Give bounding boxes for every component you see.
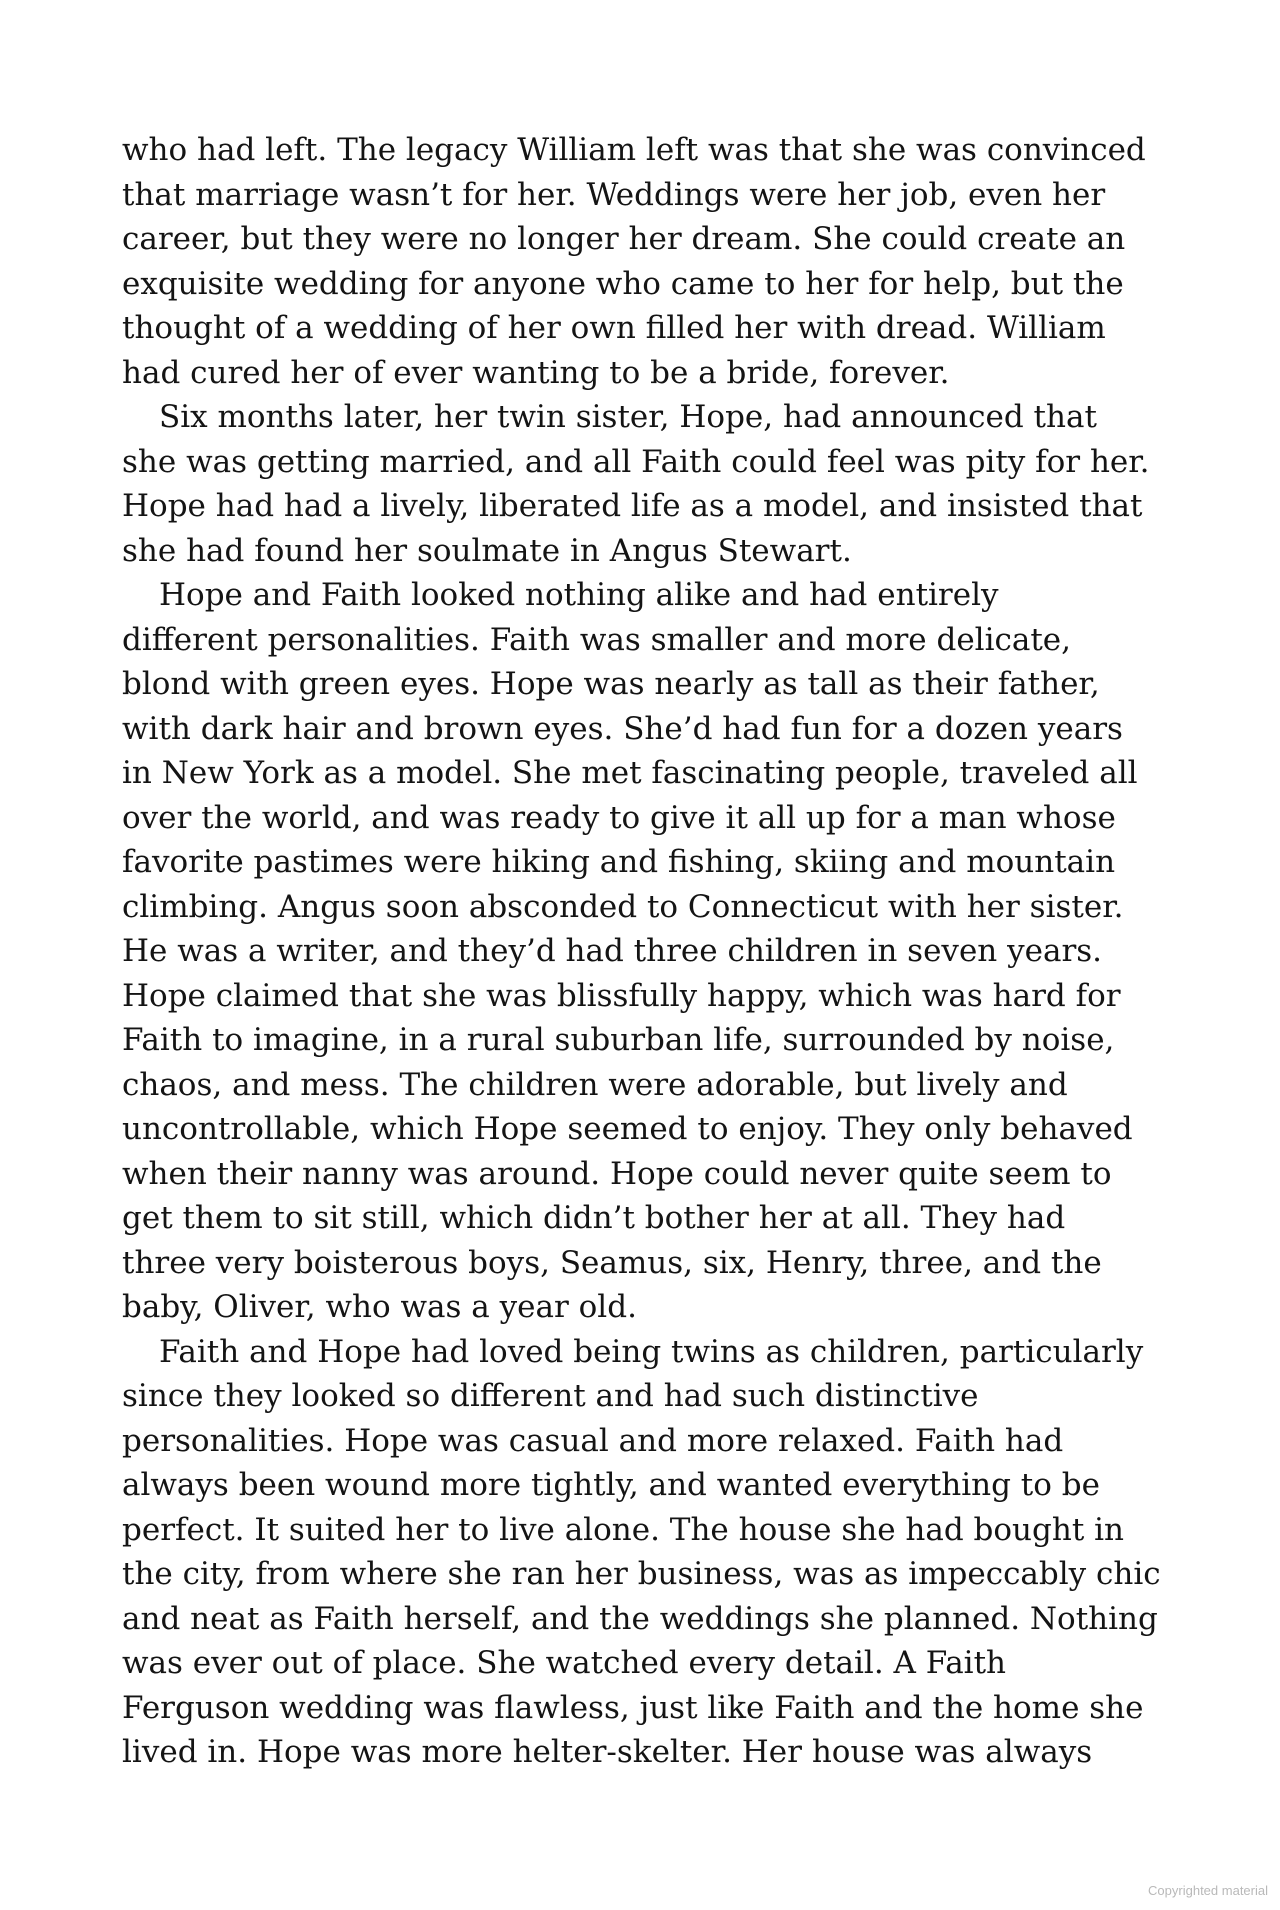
text-line: that marriage wasn’t for her. Weddings were her job, even her	[122, 176, 1106, 213]
text-line: perfect. It suited her to live alone. The house she had bought in	[122, 1511, 1125, 1548]
text-line: lived in. Hope was more helter-skelter. Her house was always	[122, 1734, 1093, 1770]
text-line: career, but they were no longer her dream. She could create an	[122, 221, 1126, 257]
text-line: since they looked so different and had such distinctive	[122, 1378, 979, 1414]
text-line: Hope had had a lively, liberated life as a model, and insisted that	[122, 488, 1143, 524]
text-line: blond with green eyes. Hope was nearly as tall as their father,	[122, 666, 1100, 702]
text-line: she had found her soulmate in Angus Stewart.	[122, 532, 852, 569]
text-line: when their nanny was around. Hope could never quite seem to	[122, 1155, 1112, 1192]
text-line: different personalities. Faith was smaller and more delicate,	[122, 621, 1071, 658]
text-line: chaos, and mess. The children were adorable, but lively and	[122, 1066, 1068, 1103]
text-line: three very boisterous boys, Seamus, six, Henry, three, and the	[122, 1244, 1102, 1281]
text-line: thought of a wedding of her own filled her with dread. William	[122, 310, 1106, 346]
text-line: in New York as a model. She met fascinating people, traveled all	[122, 755, 1138, 791]
text-line: get them to sit still, which didn’t bother her at all. They had	[122, 1200, 1066, 1236]
text-line: she was getting married, and all Faith could feel was pity for her.	[122, 443, 1150, 480]
text-line: had cured her of ever wanting to be a bride, forever.	[122, 354, 950, 391]
paragraph-first-line: Hope and Faith looked nothing alike and had entirely	[159, 577, 999, 613]
text-line: Ferguson wedding was flawless, just like Faith and the home she	[122, 1689, 1144, 1726]
text-line: always been wound more tightly, and wanted everything to be	[122, 1467, 1100, 1503]
text-line: Faith to imagine, in a rural suburban life, surrounded by noise,	[122, 1022, 1115, 1058]
text-line: personalities. Hope was casual and more relaxed. Faith had	[122, 1422, 1064, 1459]
text-line: uncontrollable, which Hope seemed to enjoy. They only behaved	[122, 1111, 1133, 1147]
text-line: favorite pastimes were hiking and fishing, skiing and mountain	[122, 844, 1116, 880]
paragraph-first-line: Faith and Hope had loved being twins as children, particularly	[159, 1333, 1144, 1370]
text-line: over the world, and was ready to give it all up for a man whose	[122, 799, 1116, 836]
text-line: Hope claimed that she was blissfully happy, which was hard for	[122, 977, 1121, 1014]
text-line: baby, Oliver, who was a year old.	[122, 1289, 637, 1325]
text-line: and neat as Faith herself, and the weddings she planned. Nothing	[122, 1600, 1158, 1637]
copyright-watermark: Copyrighted material	[1148, 1883, 1268, 1898]
text-line: the city, from where she ran her business, was as impeccably chic	[122, 1556, 1161, 1592]
text-line: climbing. Angus soon absconded to Connecticut with her sister.	[122, 888, 1124, 925]
paragraph-first-line: Six months later, her twin sister, Hope, had announced that	[159, 399, 1097, 435]
text-line: who had left. The legacy William left was that she was convinced	[122, 132, 1146, 168]
text-line: He was a writer, and they’d had three children in seven years.	[122, 933, 1103, 969]
text-line: with dark hair and brown eyes. She’d had fun for a dozen years	[122, 710, 1123, 747]
text-line: exquisite wedding for anyone who came to her for help, but the	[122, 265, 1124, 302]
body-text	[122, 128, 1172, 1775]
text-line: was ever out of place. She watched every detail. A Faith	[122, 1645, 1007, 1681]
